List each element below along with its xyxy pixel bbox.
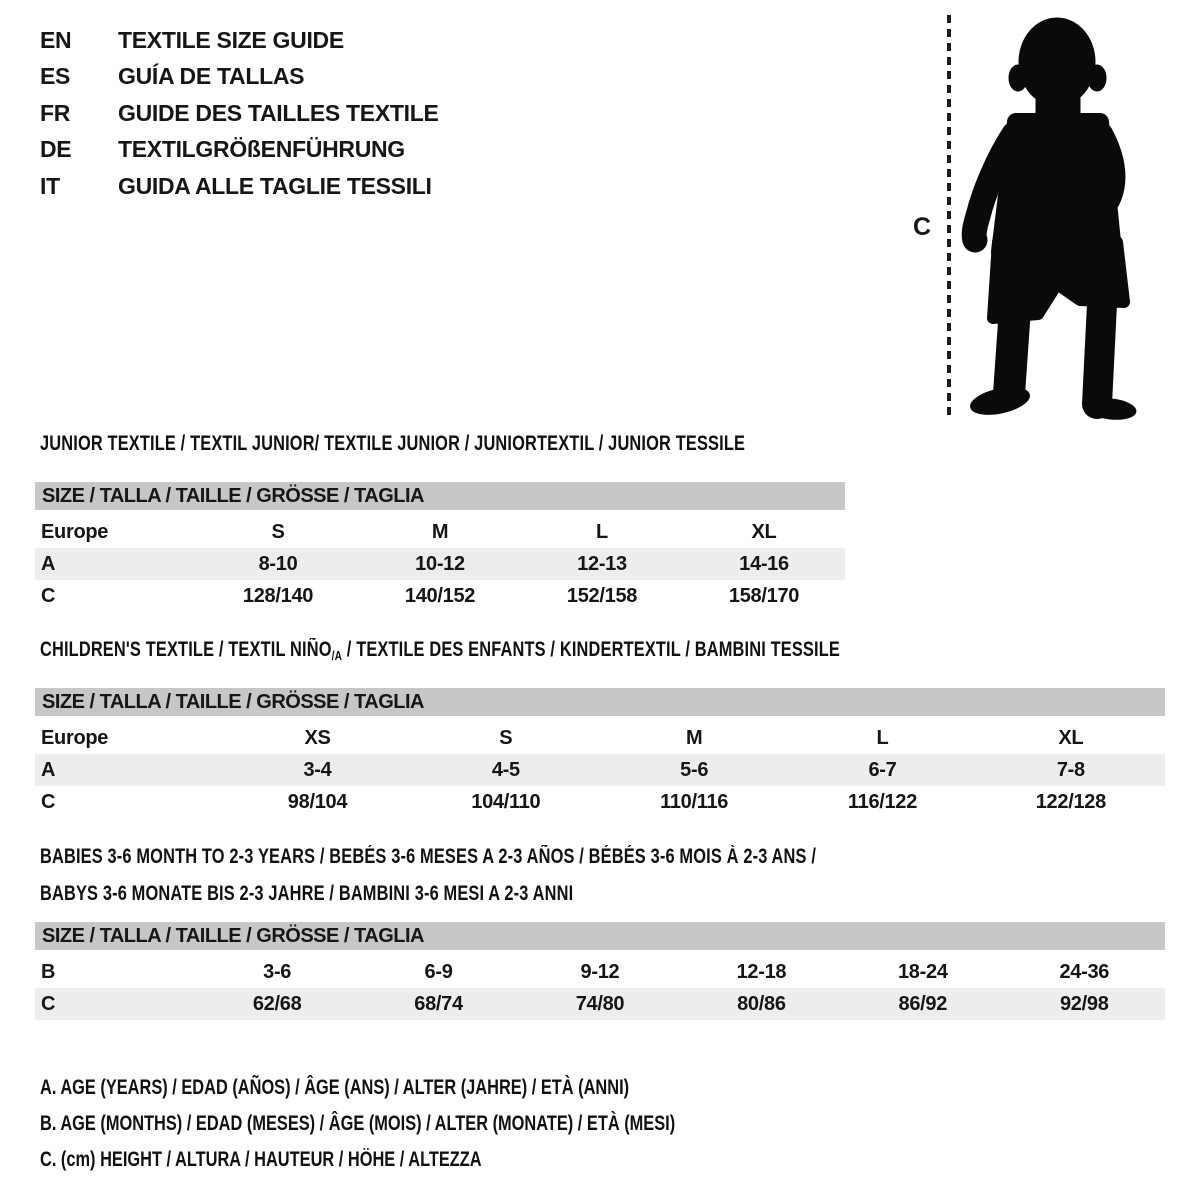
table-row — [35, 580, 845, 612]
size-header-bar: SIZE / TALLA / TAILLE / GRÖSSE / TAGLIA — [35, 482, 845, 513]
legend-line-c: C. (cm) HEIGHT / ALTURA / HAUTEUR / HÖHE / ALTEZZA — [40, 1148, 482, 1171]
language-code: EN — [40, 26, 72, 53]
value-cell: 18-24 — [897, 960, 948, 983]
children-size-table — [35, 688, 1165, 818]
row-label: C — [35, 988, 196, 1020]
value-cell: 10-12 — [359, 548, 521, 580]
value-cell: 104/110 — [471, 790, 541, 813]
babies-section-title — [40, 838, 816, 912]
value-cell: 116/122 — [847, 790, 918, 813]
row-label: Europe — [41, 726, 109, 749]
value-cell: 80/86 — [681, 988, 842, 1020]
babies-title-line2: BABYS 3-6 MONATE BIS 2-3 JAHRE / BAMBINI 3-6 MESI A 2-3 ANNI — [40, 882, 574, 905]
value-cell: 8-10 — [197, 548, 359, 580]
value-cell: 74/80 — [519, 988, 680, 1020]
value-cell: 5-6 — [600, 754, 788, 786]
table-row — [35, 988, 1165, 1020]
language-row — [40, 22, 439, 59]
row-label: A — [35, 754, 223, 786]
value-cell: 98/104 — [287, 790, 348, 813]
size-cell: S — [271, 520, 285, 543]
table-row — [35, 754, 1165, 786]
language-row — [40, 59, 439, 96]
table-row — [35, 513, 845, 548]
size-cell: M — [431, 520, 449, 543]
table-row — [35, 482, 845, 513]
size-cell: S — [499, 726, 513, 749]
value-cell: 12-13 — [521, 548, 683, 580]
value-cell: 6-7 — [788, 754, 976, 786]
babies-size-table — [35, 922, 1165, 1020]
size-header-bar: SIZE / TALLA / TAILLE / GRÖSSE / TAGLIA — [35, 922, 1165, 953]
size-header-bar: SIZE / TALLA / TAILLE / GRÖSSE / TAGLIA — [35, 688, 1165, 719]
size-cell: L — [596, 520, 608, 543]
height-measure-label: C — [913, 213, 932, 241]
table-row — [35, 786, 1165, 818]
size-cell: M — [685, 726, 703, 749]
value-cell: 3-6 — [263, 960, 292, 983]
language-row — [40, 95, 439, 132]
value-cell: 86/92 — [842, 988, 1003, 1020]
language-code: DE — [40, 136, 72, 163]
language-title: GUIDE DES TAILLES TEXTILE — [118, 99, 439, 126]
value-cell: 140/152 — [404, 584, 476, 607]
value-cell: 122/128 — [1035, 790, 1106, 813]
table-row — [35, 548, 845, 580]
value-cell: 9-12 — [580, 960, 620, 983]
value-cell: 68/74 — [358, 988, 519, 1020]
row-label: C — [41, 790, 56, 813]
language-title: GUÍA DE TALLAS — [118, 63, 305, 90]
height-measure-dashed-line — [947, 15, 951, 415]
value-cell: 3-4 — [223, 754, 411, 786]
babies-title-line1: BABIES 3-6 MONTH TO 2-3 YEARS / BEBÉS 3-6 MESES A 2-3 AÑOS / BÉBÉS 3-6 MOIS À 2-3 ANS / — [40, 845, 817, 868]
size-cell: XL — [1058, 726, 1084, 749]
children-title-post: / TEXTILE DES ENFANTS / KINDERTEXTIL / BAMBINI TESSILE — [342, 638, 840, 661]
value-cell: 158/170 — [728, 584, 800, 607]
size-cell: XL — [751, 520, 777, 543]
row-label: Europe — [41, 520, 109, 543]
size-cell: XS — [304, 726, 331, 749]
junior-section-title: JUNIOR TEXTILE / TEXTIL JUNIOR/ TEXTILE JUNIOR / JUNIORTEXTIL / JUNIOR TESSILE — [40, 432, 746, 455]
value-cell: 128/140 — [242, 584, 314, 607]
value-cell: 24-36 — [1059, 960, 1110, 983]
row-label: C — [41, 584, 56, 607]
value-cell: 152/158 — [566, 584, 638, 607]
language-row — [40, 132, 439, 169]
value-cell: 92/98 — [1004, 988, 1165, 1020]
value-cell: 7-8 — [977, 754, 1165, 786]
table-row — [35, 719, 1165, 754]
junior-size-table — [35, 482, 845, 612]
language-title: TEXTILGRÖßENFÜHRUNG — [118, 136, 405, 163]
children-title-sub: /A — [331, 648, 343, 663]
row-label: B — [41, 960, 56, 983]
value-cell: 14-16 — [683, 548, 845, 580]
legend-line-b: B. AGE (MONTHS) / EDAD (MESES) / ÂGE (MOIS) / ALTER (MONATE) / ETÀ (MESI) — [40, 1112, 676, 1135]
row-label: A — [35, 548, 197, 580]
children-title-pre: CHILDREN'S TEXTILE / TEXTIL NIÑO — [40, 638, 332, 661]
value-cell: 62/68 — [196, 988, 357, 1020]
language-code: IT — [40, 172, 60, 199]
legend-block — [40, 1070, 854, 1178]
language-row — [40, 168, 439, 205]
value-cell: 4-5 — [412, 754, 600, 786]
table-row — [35, 953, 1165, 988]
language-title: TEXTILE SIZE GUIDE — [118, 26, 344, 53]
language-code: FR — [40, 99, 71, 126]
table-row — [35, 688, 1165, 719]
language-code: ES — [40, 63, 71, 90]
toddler-silhouette-icon — [960, 16, 1150, 422]
table-row — [35, 922, 1165, 953]
children-section-title — [40, 638, 840, 663]
value-cell: 12-18 — [736, 960, 787, 983]
language-title: GUIDA ALLE TAGLIE TESSILI — [118, 172, 432, 199]
value-cell: 110/116 — [660, 790, 729, 813]
legend-line-a: A. AGE (YEARS) / EDAD (AÑOS) / ÂGE (ANS) / ALTER (JAHRE) / ETÀ (ANNI) — [40, 1076, 630, 1099]
value-cell: 6-9 — [424, 960, 453, 983]
size-cell: L — [876, 726, 889, 749]
language-title-list — [40, 22, 439, 205]
